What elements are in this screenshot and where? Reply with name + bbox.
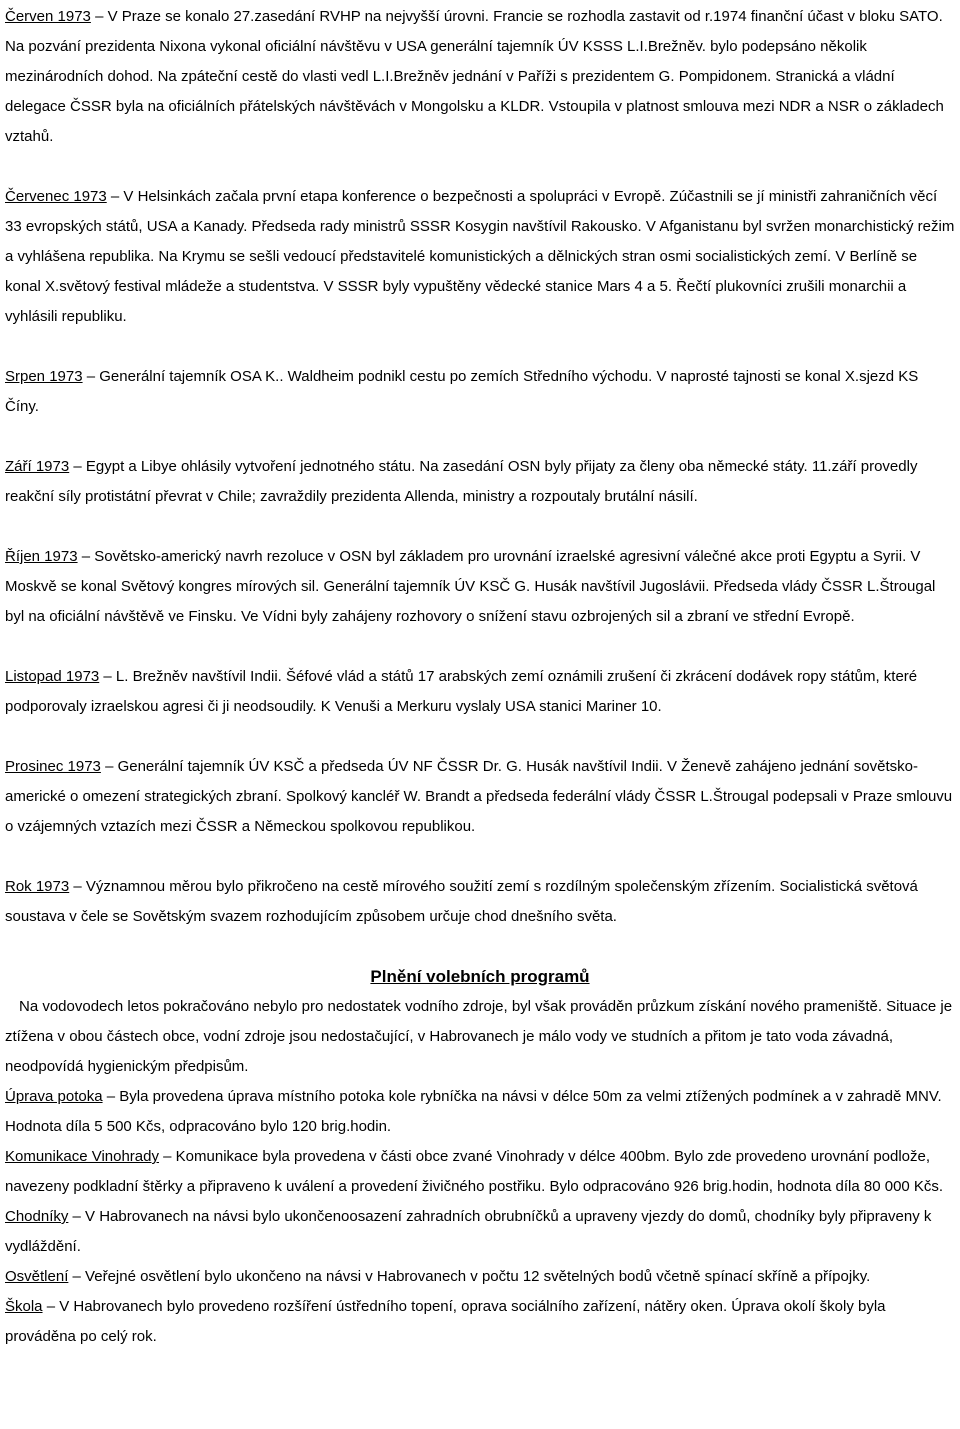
entry-text: – Sovětsko-americký navrh rezoluce v OSN byl základem pro urovnání izraelské agresivní válečné akce proti Egyptu a Syrii. V Moskvě se konal Světový kongres mírových sil. Generální tajemník ÚV KSČ G. Husák navštívil Jugoslávii. Předseda vlády ČSSR L.Štrougal byl na oficiální návštěvě ve Finsku. Ve Vídni byly zahájeny rozhovory o snížení stavu ozbrojených sil a zbraní ve střední Evropě. bbox=[5, 548, 936, 625]
section-item-label: Škola bbox=[5, 1298, 43, 1315]
section-item-komunikace-vinohrady bbox=[5, 1142, 955, 1202]
entry-rok-1973 bbox=[5, 872, 955, 932]
entry-label: Červen 1973 bbox=[5, 8, 91, 25]
section-item-text: – Byla provedena úprava místního potoka kole rybníčka na návsi v délce 50m za velmi ztížených podmínek a v zahradě MNV. Hodnota díla 5 500 Kčs, odpracováno bylo 120 brig.hodin. bbox=[5, 1088, 942, 1135]
entry-cerven-1973 bbox=[5, 2, 955, 152]
entry-listopad-1973 bbox=[5, 662, 955, 722]
entry-prosinec-1973 bbox=[5, 752, 955, 842]
entry-label: Listopad 1973 bbox=[5, 668, 100, 685]
section-item-label: Komunikace Vinohrady bbox=[5, 1148, 159, 1165]
entry-text: – Významnou měrou bylo přikročeno na cestě mírového soužití zemí s rozdílným společenským zřízením. Socialistická světová soustava v čele se Sovětským svazem rozhodujícím způsobem určuje chod dnešního světa. bbox=[5, 878, 918, 925]
section-item-label: Chodníky bbox=[5, 1208, 69, 1225]
entry-srpen-1973 bbox=[5, 362, 955, 422]
entry-label: Prosinec 1973 bbox=[5, 758, 101, 775]
entry-text: – Generální tajemník ÚV KSČ a předseda ÚV NF ČSSR Dr. G. Husák navštívil Indii. V Ženevě zahájeno jednání sovětsko-americké o omezení strategických zbraní. Spolkový kancléř W. Brandt a předseda federální vlády ČSSR L.Štrougal podepsali v Praze smlouvu o vzájemných vztazích mezi ČSSR a Německou spolkovou republikou. bbox=[5, 758, 953, 835]
section-item-uprava-potoka bbox=[5, 1082, 955, 1142]
entry-text: – V Helsinkách začala první etapa konference o bezpečnosti a spolupráci v Evropě. Zúčastnili se jí ministři zahraničních věcí 33 evropských států, USA a Kanady. Předseda rady ministrů SSSR Kosygin navštívil Rakousko. V Afganistanu byl svržen monarchistický režim a vyhlášena republika. Na Krymu se sešli vedoucí představitelé komunistických a dělnických stran osmi socialistických zemí. V Berlíně se konal X.světový festival mládeže a studentstva. V SSSR byly vypuštěny vědecké stanice Mars 4 a 5. Řečtí plukovníci zrušili monarchii a vyhlásili republiku. bbox=[5, 188, 955, 325]
section-intro: Na vodovodech letos pokračováno nebylo pro nedostatek vodního zdroje, byl však prováděn průzkum získání nového prameniště. Situace je ztížena v obou částech obce, vodní zdroje jsou nedostačující, v Habrovanech je málo vody ve studních a přitom je tato voda závadná, neodpovídá hygienickým předpisům. bbox=[5, 998, 953, 1075]
entry-text: – V Praze se konalo 27.zasedání RVHP na nejvyšší úrovni. Francie se rozhodla zastavit od r.1974 finanční účast v bloku SATO. Na pozvání prezidenta Nixona vykonal oficiální návštěvu v USA generální tajemník ÚV KSSS L.I.Brežněv. bylo podepsáno několik mezinárodních dohod. Na zpáteční cestě do vlasti vedl L.I.Brežněv jednání v Paříži s prezidentem G. Pompidonem. Stranická a vládní delegace ČSSR byla na oficiálních přátelských návštěvách v Mongolsku a KLDR. Vstoupila v platnost smlouva mezi NDR a NSR o základech vztahů. bbox=[5, 8, 944, 145]
entry-label: Září 1973 bbox=[5, 458, 70, 475]
entry-zari-1973 bbox=[5, 452, 955, 512]
section-item-text: – V Habrovanech bylo provedeno rozšíření ústředního topení, oprava sociálního zařízení, nátěry oken. Úprava okolí školy byla prováděna po celý rok. bbox=[5, 1298, 886, 1345]
section-item-label: Úprava potoka bbox=[5, 1088, 103, 1105]
section-item-text: – Veřejné osvětlení bylo ukončeno na návsi v Habrovanech v počtu 12 světelných bodů včetně spínací skříně a přípojky. bbox=[68, 1268, 871, 1285]
section-item-label: Osvětlení bbox=[5, 1268, 69, 1285]
entry-label: Červenec 1973 bbox=[5, 188, 107, 205]
entry-text: – Egypt a Libye ohlásily vytvoření jednotného státu. Na zasedání OSN byly přijaty za členy oba německé státy. 11.září provedly reakční síly protistátní převrat v Chile; zavraždily prezidenta Allenda, ministry a rozpoutaly brutální násilí. bbox=[5, 458, 918, 505]
section-item-chodniky bbox=[5, 1202, 955, 1262]
entry-label: Srpen 1973 bbox=[5, 368, 83, 385]
entry-text: – L. Brežněv navštívil Indii. Šéfové vlád a států 17 arabských zemí oznámili zrušení či zkrácení dodávek ropy státům, které podporovaly izraelskou agresi či ji neodsoudily. K Venuši a Merkuru vyslaly USA stanici Mariner 10. bbox=[5, 668, 918, 715]
section-item-osvetleni bbox=[5, 1262, 955, 1292]
section-title: Plnění volebních programů bbox=[370, 967, 590, 986]
entry-rijen-1973 bbox=[5, 542, 955, 632]
section-item-text: – V Habrovanech na návsi bylo ukončenoosazení zahradních obrubníčků a upraveny vjezdy do domů, chodníky byly připraveny k vydláždění. bbox=[5, 1208, 932, 1255]
section-item-skola bbox=[5, 1292, 955, 1352]
entry-label: Říjen 1973 bbox=[5, 548, 78, 565]
entry-text: – Generální tajemník OSA K.. Waldheim podnikl cestu po zemích Středního východu. V naprosté tajnosti se konal X.sjezd KS Číny. bbox=[5, 368, 919, 415]
entry-label: Rok 1973 bbox=[5, 878, 70, 895]
section-item-text: – Komunikace byla provedena v části obce zvané Vinohrady v délce 400bm. Bylo zde provedeno urovnání podlože, navezeny podkladní štěrky a připraveno k uválení a provedení živičného postřiku. Bylo odpracováno 926 brig.hodin, hodnota díla 80 000 Kčs. bbox=[5, 1148, 944, 1195]
entry-cervenec-1973 bbox=[5, 182, 955, 332]
